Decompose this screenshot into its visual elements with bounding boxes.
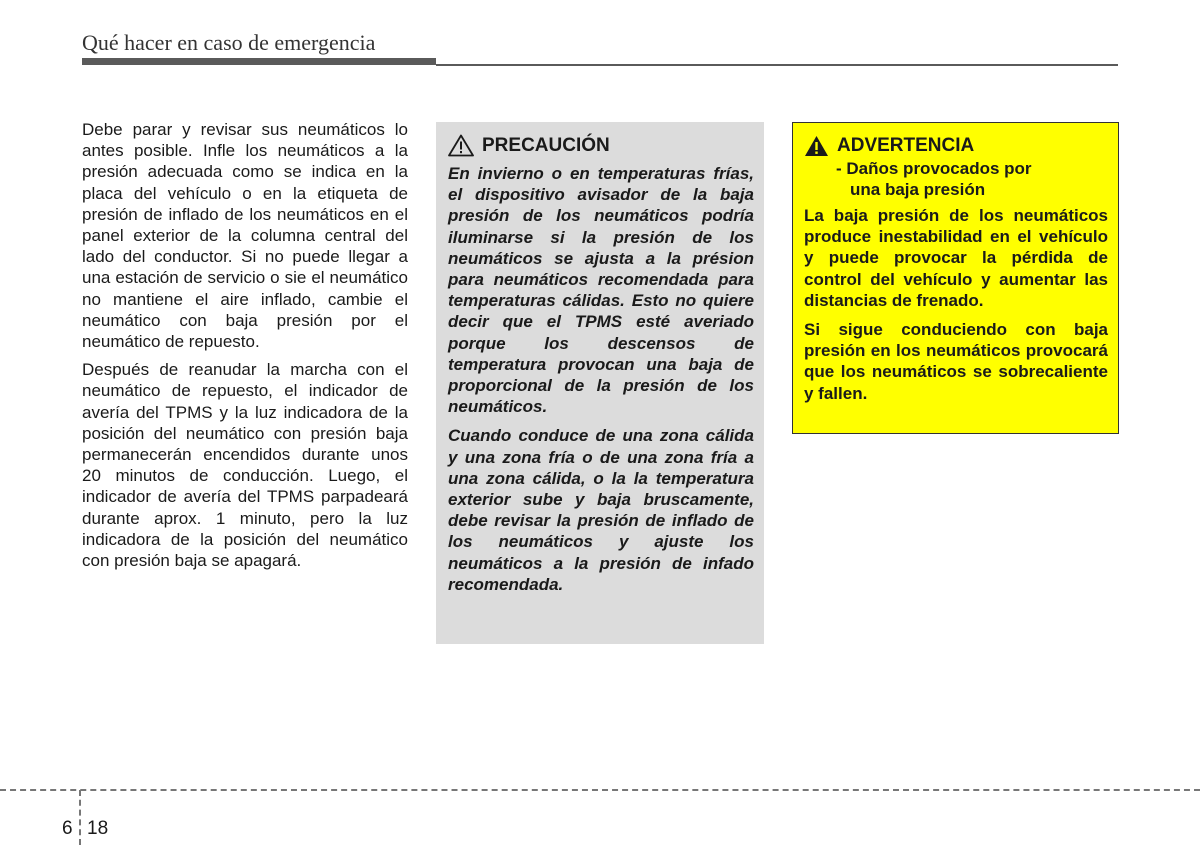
body-paragraph: Después de reanudar la marcha con el neumático de repuesto, el indicador de avería del TPMS y la luz indicadora de la posición del neumático con presión baja permanecerán encendidos durante unos 20 minutos de conducción. Luego, el indicador de avería del TPMS parpadeará durante aprox. 1 minuto, pero la luz indicadora de la posición del neumático con presión baja se apagará. [82, 360, 408, 571]
body-paragraph: Debe parar y revisar sus neumáticos lo antes posible. Infle los neumáticos a la presión adecuada como se indica en la placa del vehículo o en la etiqueta de presión de inflado de los neumáticos en el panel exterior de la columna central del lado del conductor. Si no puede llegar a una estación de servicio o sie el neumático no mantiene el aire inflado, cambie el neumático con baja presión por el neumático de repuesto. [82, 120, 408, 352]
caution-paragraph: En invierno o en temperaturas frías, el dispositivo avisador de la baja presión de los neumáticos podría iluminarse si la presión de los neumáticos se ajusta a la présion para neumáticos recomendada para temperaturas cálidas. Esto no quiere decir que el TPMS esté averiado porque los descensos de temperatura provocan una baja de proporcional de la presión de los neumáticos. [448, 164, 754, 417]
warning-triangle-icon [804, 135, 829, 157]
page-number: 18 [87, 818, 109, 839]
warning-paragraph: Si sigue conduciendo con baja presión en los neumáticos provocará que los neumáticos se sobrecaliente y fallen. [804, 320, 1108, 403]
warning-subtitle [836, 158, 1108, 200]
footer-divider [79, 790, 81, 845]
header-rule [82, 58, 436, 65]
warning-subtitle-line: - Daños provocados por [836, 159, 1032, 178]
warning-box [792, 122, 1119, 434]
warning-paragraph: La baja presión de los neumáticos produce inestabilidad en el vehículo y puede provocar la pérdida de control del vehículo y aumentar las distancias de frenado. [804, 206, 1108, 310]
caution-heading [448, 134, 754, 157]
warning-heading [804, 135, 1108, 157]
warning-subtitle-line: una baja presión [850, 180, 986, 199]
caution-box [436, 122, 764, 644]
page-header-title: Qué hacer en caso de emergencia [82, 30, 376, 55]
body-column-left [82, 119, 408, 578]
caution-title: PRECAUCIÓN [482, 134, 610, 156]
chapter-number: 6 [62, 818, 73, 839]
caution-triangle-icon [448, 134, 474, 157]
warning-title: ADVERTENCIA [837, 135, 975, 156]
header-rule-thin [436, 64, 1118, 66]
footer-rule [0, 789, 1200, 791]
caution-paragraph: Cuando conduce de una zona cálida y una zona fría o de una zona fría a una zona cálida, o la la temperatura exterior sube y baja bruscamente, debe revisar la presión de inflado de los neumáticos y ajuste los neumáticos a la presión de infado recomendada. [448, 426, 754, 594]
